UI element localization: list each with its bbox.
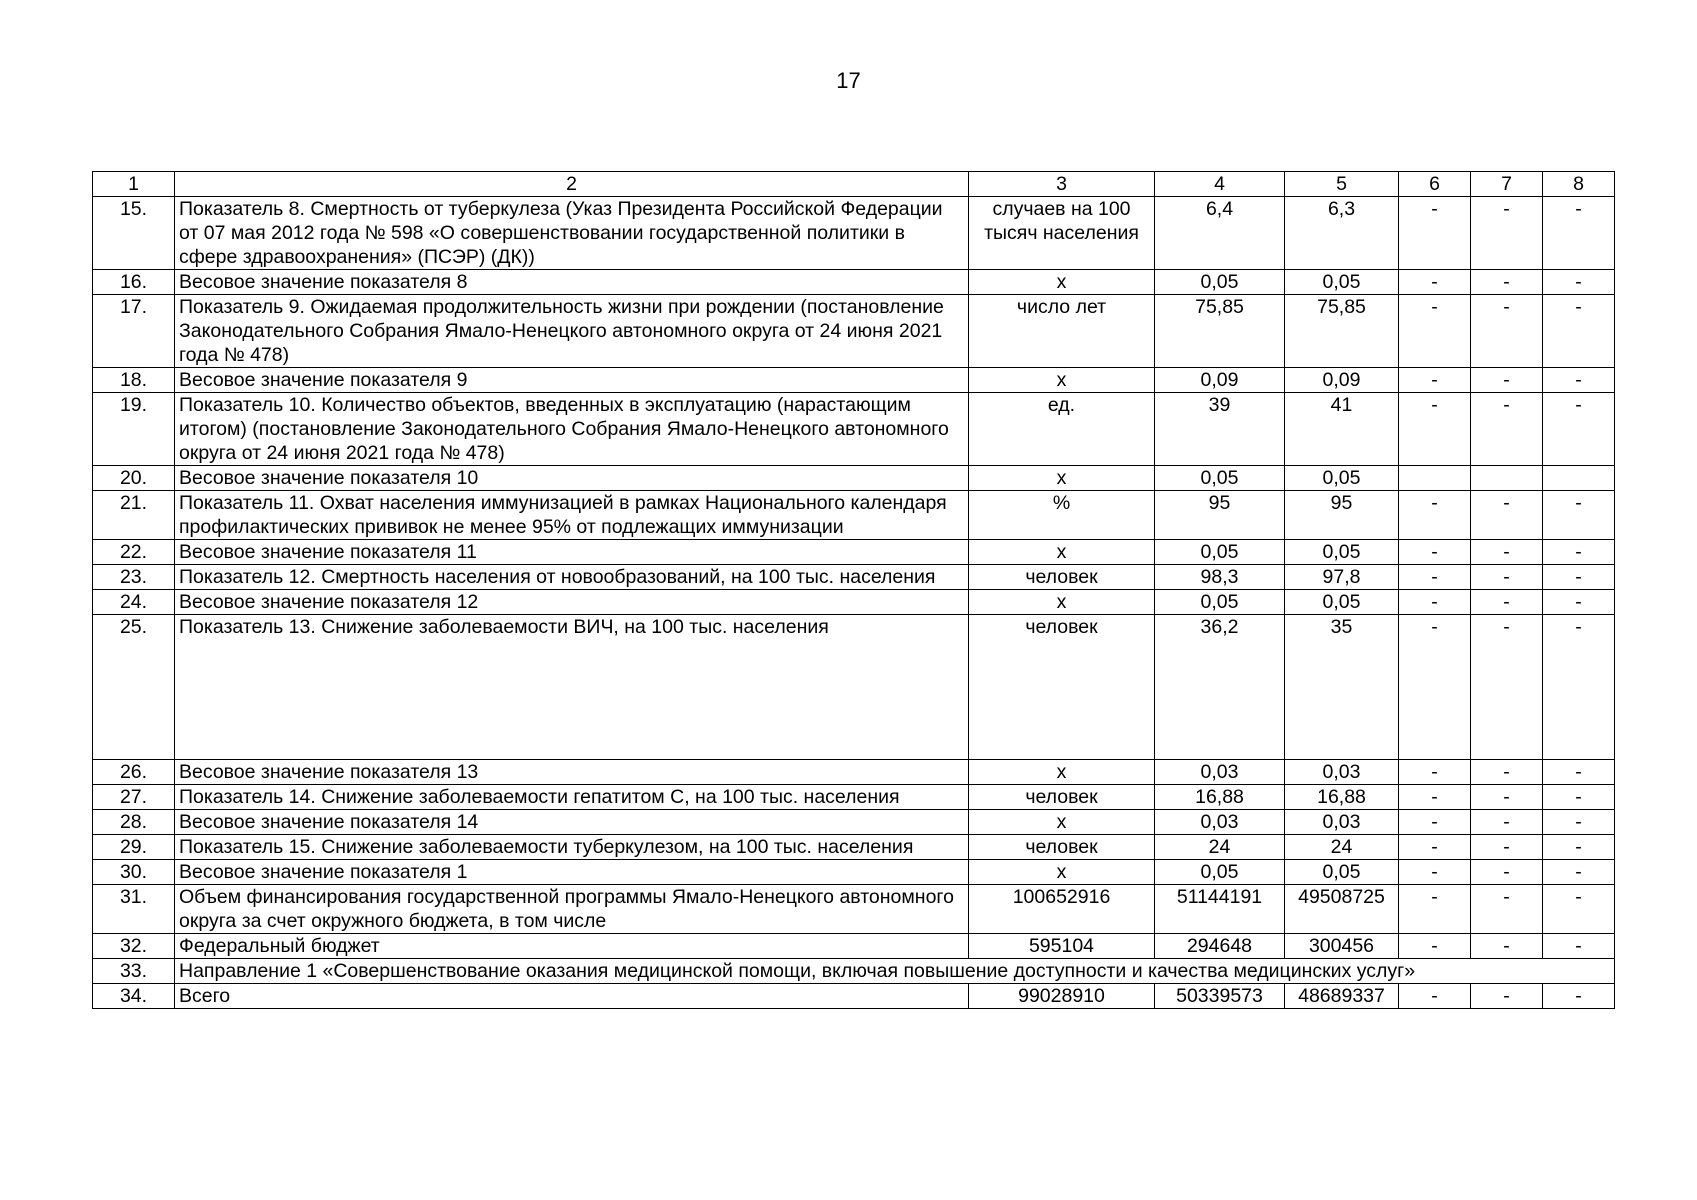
value-cell-col6: -	[1399, 810, 1471, 835]
row-number-cell: 33.	[93, 959, 175, 984]
value-cell-col7: -	[1471, 615, 1543, 760]
row-number-cell: 34.	[93, 984, 175, 1009]
value-cell-col8: -	[1543, 835, 1615, 860]
value-cell-col6: -	[1399, 540, 1471, 565]
indicator-name-cell: Весовое значение показателя 10	[175, 466, 969, 491]
value-cell-col8	[1543, 466, 1615, 491]
value-cell-col5: 75,85	[1285, 295, 1399, 368]
value-cell-col4: 0,03	[1155, 760, 1285, 785]
row-number-cell: 16.	[93, 270, 175, 295]
value-cell-col8: -	[1543, 984, 1615, 1009]
table-row	[93, 565, 1615, 590]
row-number-cell: 17.	[93, 295, 175, 368]
indicator-name-cell: Весовое значение показателя 13	[175, 760, 969, 785]
value-cell-col8: -	[1543, 368, 1615, 393]
value-cell-col7: -	[1471, 810, 1543, 835]
value-cell-col4: 0,05	[1155, 466, 1285, 491]
value-cell-col4: 294648	[1155, 934, 1285, 959]
table-row	[93, 368, 1615, 393]
table-row	[93, 295, 1615, 368]
value-cell-col5: 16,88	[1285, 785, 1399, 810]
unit-cell: x	[969, 270, 1155, 295]
value-cell-col7: -	[1471, 270, 1543, 295]
column-header: 7	[1471, 172, 1543, 197]
value-cell-col5: 49508725	[1285, 885, 1399, 934]
row-number-cell: 32.	[93, 934, 175, 959]
value-cell-col7: -	[1471, 760, 1543, 785]
value-cell-col5: 97,8	[1285, 565, 1399, 590]
column-header: 3	[969, 172, 1155, 197]
row-number-cell: 26.	[93, 760, 175, 785]
value-cell-col7	[1471, 466, 1543, 491]
unit-cell: человек	[969, 615, 1155, 760]
row-number-cell: 20.	[93, 466, 175, 491]
value-cell-col4: 0,09	[1155, 368, 1285, 393]
value-cell-col7: -	[1471, 393, 1543, 466]
indicator-name-cell: Показатель 8. Смертность от туберкулеза (Указ Президента Российской Федерации от 07 мая 2012 года № 598 «О совершенствовании государственной политики в сфере здравоохранения» (ПСЭР) (ДК))	[175, 197, 969, 270]
value-cell-col6: -	[1399, 590, 1471, 615]
value-cell-col4: 50339573	[1155, 984, 1285, 1009]
value-cell-col6: -	[1399, 615, 1471, 760]
table-row	[93, 393, 1615, 466]
unit-cell: x	[969, 590, 1155, 615]
indicator-name-cell: Показатель 10. Количество объектов, введенных в эксплуатацию (нарастающим итогом) (постановление Законодательного Собрания Ямало-Ненецкого автономного округа от 24 июня 2021 года № 478)	[175, 393, 969, 466]
indicator-name-cell: Весовое значение показателя 12	[175, 590, 969, 615]
value-cell-col7: -	[1471, 835, 1543, 860]
indicator-name-cell: Весовое значение показателя 14	[175, 810, 969, 835]
unit-cell: случаев на 100 тысяч населения	[969, 197, 1155, 270]
value-cell-col8: -	[1543, 590, 1615, 615]
page-number: 17	[836, 68, 861, 93]
value-cell-col4: 24	[1155, 835, 1285, 860]
indicator-name-cell: Весовое значение показателя 8	[175, 270, 969, 295]
value-cell-col7: -	[1471, 540, 1543, 565]
indicator-name-cell: Весовое значение показателя 11	[175, 540, 969, 565]
value-cell-col8: -	[1543, 615, 1615, 760]
value-cell-col7: -	[1471, 565, 1543, 590]
unit-cell: %	[969, 491, 1155, 540]
unit-cell: x	[969, 540, 1155, 565]
value-cell-col6: -	[1399, 984, 1471, 1009]
value-cell-col8: -	[1543, 393, 1615, 466]
value-cell-col7: -	[1471, 368, 1543, 393]
row-number-cell: 24.	[93, 590, 175, 615]
value-cell-col5: 0,05	[1285, 590, 1399, 615]
row-number-cell: 27.	[93, 785, 175, 810]
table-row	[93, 835, 1615, 860]
value-cell-col6: -	[1399, 860, 1471, 885]
value-cell-col4: 0,05	[1155, 270, 1285, 295]
unit-cell: x	[969, 466, 1155, 491]
unit-cell: ед.	[969, 393, 1155, 466]
indicator-name-cell: Показатель 9. Ожидаемая продолжительность жизни при рождении (постановление Законодательного Собрания Ямало-Ненецкого автономного округа от 24 июня 2021 года № 478)	[175, 295, 969, 368]
value-cell-col7: -	[1471, 590, 1543, 615]
table-row	[93, 984, 1615, 1009]
value-cell-col4: 0,03	[1155, 810, 1285, 835]
table-row	[93, 540, 1615, 565]
row-number-cell: 15.	[93, 197, 175, 270]
value-cell-col8: -	[1543, 885, 1615, 934]
value-cell-col5: 0,03	[1285, 810, 1399, 835]
column-header: 5	[1285, 172, 1399, 197]
table-row	[93, 466, 1615, 491]
value-cell-col6: -	[1399, 760, 1471, 785]
unit-cell: x	[969, 810, 1155, 835]
value-cell-col8: -	[1543, 785, 1615, 810]
table-row	[93, 760, 1615, 785]
row-number-cell: 28.	[93, 810, 175, 835]
value-cell-col4: 98,3	[1155, 565, 1285, 590]
value-cell-col4: 16,88	[1155, 785, 1285, 810]
unit-cell: x	[969, 760, 1155, 785]
row-number-cell: 21.	[93, 491, 175, 540]
value-cell-col6: -	[1399, 934, 1471, 959]
value-cell-col6: -	[1399, 785, 1471, 810]
indicator-name-cell: Показатель 12. Смертность населения от новообразований, на 100 тыс. населения	[175, 565, 969, 590]
value-cell-col8: -	[1543, 934, 1615, 959]
section-heading-cell: Направление 1 «Совершенствование оказания медицинской помощи, включая повышение доступности и качества медицинских услуг»	[175, 959, 1615, 984]
value-cell-col4: 51144191	[1155, 885, 1285, 934]
column-header: 6	[1399, 172, 1471, 197]
value-cell-col6: -	[1399, 270, 1471, 295]
value-cell-col6	[1399, 466, 1471, 491]
row-number-cell: 23.	[93, 565, 175, 590]
unit-cell: число лет	[969, 295, 1155, 368]
indicator-name-cell: Весовое значение показателя 9	[175, 368, 969, 393]
row-number-cell: 19.	[93, 393, 175, 466]
value-cell-col8: -	[1543, 565, 1615, 590]
table-header-row	[93, 172, 1615, 197]
value-cell-col5: 41	[1285, 393, 1399, 466]
table-row	[93, 590, 1615, 615]
value-cell-col5: 300456	[1285, 934, 1399, 959]
value-cell-col5: 24	[1285, 835, 1399, 860]
column-header: 8	[1543, 172, 1615, 197]
unit-cell: 595104	[969, 934, 1155, 959]
value-cell-col4: 39	[1155, 393, 1285, 466]
table-row	[93, 491, 1615, 540]
value-cell-col8: -	[1543, 540, 1615, 565]
value-cell-col7: -	[1471, 885, 1543, 934]
value-cell-col5: 0,09	[1285, 368, 1399, 393]
indicator-name-cell: Показатель 15. Снижение заболеваемости туберкулезом, на 100 тыс. населения	[175, 835, 969, 860]
value-cell-col7: -	[1471, 197, 1543, 270]
indicator-name-cell: Показатель 11. Охват населения иммунизацией в рамках Национального календаря профилактических прививок не менее 95% от подлежащих иммунизации	[175, 491, 969, 540]
indicator-name-cell: Показатель 13. Снижение заболеваемости ВИЧ, на 100 тыс. населения	[175, 615, 969, 760]
value-cell-col6: -	[1399, 835, 1471, 860]
value-cell-col7: -	[1471, 860, 1543, 885]
value-cell-col8: -	[1543, 760, 1615, 785]
unit-cell: человек	[969, 785, 1155, 810]
value-cell-col7: -	[1471, 984, 1543, 1009]
row-number-cell: 22.	[93, 540, 175, 565]
table-row	[93, 615, 1615, 760]
value-cell-col5: 0,05	[1285, 540, 1399, 565]
table-row	[93, 270, 1615, 295]
value-cell-col5: 0,05	[1285, 466, 1399, 491]
column-header: 1	[93, 172, 175, 197]
value-cell-col6: -	[1399, 393, 1471, 466]
value-cell-col5: 0,03	[1285, 760, 1399, 785]
column-header: 2	[175, 172, 969, 197]
value-cell-col5: 95	[1285, 491, 1399, 540]
row-number-cell: 25.	[93, 615, 175, 760]
value-cell-col4: 6,4	[1155, 197, 1285, 270]
value-cell-col8: -	[1543, 860, 1615, 885]
value-cell-col5: 35	[1285, 615, 1399, 760]
indicator-name-cell: Федеральный бюджет	[175, 934, 969, 959]
value-cell-col8: -	[1543, 197, 1615, 270]
table-row	[93, 197, 1615, 270]
row-number-cell: 31.	[93, 885, 175, 934]
value-cell-col7: -	[1471, 785, 1543, 810]
value-cell-col5: 48689337	[1285, 984, 1399, 1009]
table-row	[93, 810, 1615, 835]
column-header: 4	[1155, 172, 1285, 197]
value-cell-col4: 0,05	[1155, 540, 1285, 565]
value-cell-col7: -	[1471, 934, 1543, 959]
unit-cell: 100652916	[969, 885, 1155, 934]
unit-cell: x	[969, 368, 1155, 393]
indicator-name-cell: Всего	[175, 984, 969, 1009]
row-number-cell: 30.	[93, 860, 175, 885]
table-row	[93, 860, 1615, 885]
table-row	[93, 885, 1615, 934]
value-cell-col5: 0,05	[1285, 860, 1399, 885]
unit-cell: человек	[969, 565, 1155, 590]
value-cell-col6: -	[1399, 368, 1471, 393]
value-cell-col8: -	[1543, 491, 1615, 540]
value-cell-col6: -	[1399, 295, 1471, 368]
indicator-name-cell: Весовое значение показателя 1	[175, 860, 969, 885]
value-cell-col6: -	[1399, 565, 1471, 590]
value-cell-col5: 0,05	[1285, 270, 1399, 295]
indicator-name-cell: Объем финансирования государственной программы Ямало-Ненецкого автономного округа за счет окружного бюджета, в том числе	[175, 885, 969, 934]
indicators-table	[92, 171, 1615, 1009]
value-cell-col7: -	[1471, 491, 1543, 540]
value-cell-col6: -	[1399, 885, 1471, 934]
row-number-cell: 29.	[93, 835, 175, 860]
value-cell-col4: 95	[1155, 491, 1285, 540]
value-cell-col4: 75,85	[1155, 295, 1285, 368]
value-cell-col5: 6,3	[1285, 197, 1399, 270]
value-cell-col4: 0,05	[1155, 860, 1285, 885]
value-cell-col8: -	[1543, 295, 1615, 368]
table-row	[93, 934, 1615, 959]
value-cell-col6: -	[1399, 197, 1471, 270]
value-cell-col8: -	[1543, 270, 1615, 295]
value-cell-col8: -	[1543, 810, 1615, 835]
unit-cell: x	[969, 860, 1155, 885]
table-row	[93, 785, 1615, 810]
unit-cell: 99028910	[969, 984, 1155, 1009]
value-cell-col7: -	[1471, 295, 1543, 368]
indicator-name-cell: Показатель 14. Снижение заболеваемости гепатитом С, на 100 тыс. населения	[175, 785, 969, 810]
unit-cell: человек	[969, 835, 1155, 860]
row-number-cell: 18.	[93, 368, 175, 393]
value-cell-col6: -	[1399, 491, 1471, 540]
value-cell-col4: 0,05	[1155, 590, 1285, 615]
value-cell-col4: 36,2	[1155, 615, 1285, 760]
table-row	[93, 959, 1615, 984]
